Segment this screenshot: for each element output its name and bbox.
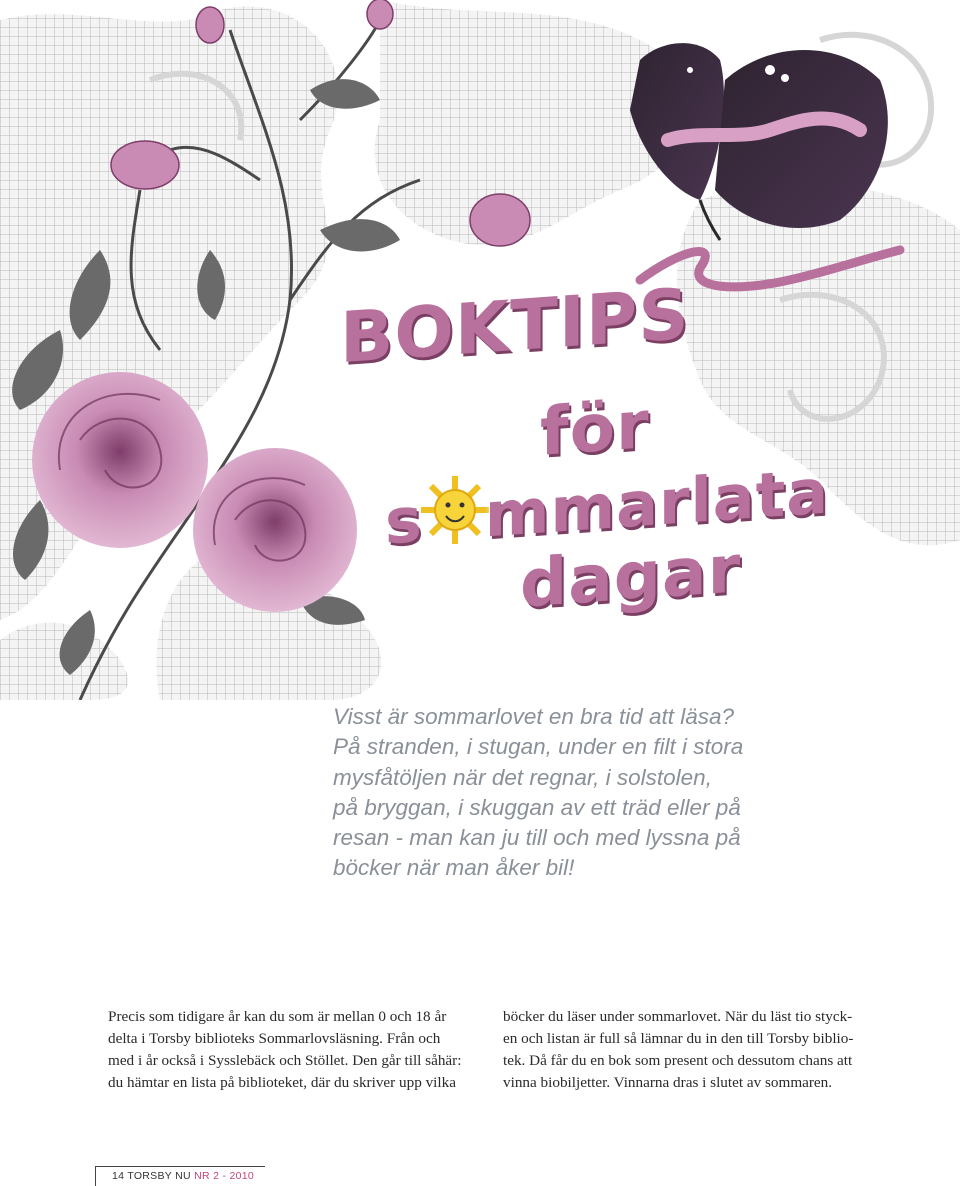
- body-line: Precis som tidigare år kan du som är mellan 0 och 18 år: [108, 1008, 447, 1025]
- title-for: för: [540, 386, 650, 471]
- body-column-right: [503, 1006, 883, 1094]
- intro-line: på bryggan, i skuggan av ett träd eller på: [333, 794, 741, 820]
- body-line: vinna biobiljetter. Vinnarna dras i slutet av sommaren.: [503, 1074, 833, 1091]
- body-line: delta i Torsby biblioteks Sommarlovsläsning. Från och: [108, 1030, 441, 1047]
- intro-line: mysfåtöljen när det regnar, i solstolen,: [333, 764, 712, 790]
- issue-label: NR 2 - 2010: [194, 1170, 255, 1182]
- intro-line: På stranden, i stugan, under en filt i stora: [333, 734, 744, 760]
- title-sommarlata-s: s: [385, 482, 423, 559]
- title-boktips: BOKTIPS: [340, 272, 690, 380]
- magazine-name: TORSBY NU: [127, 1170, 191, 1182]
- intro-line: böcker när man åker bil!: [333, 855, 575, 881]
- intro-paragraph: [333, 702, 853, 884]
- body-line: med i år också i Sysslebäck och Stöllet. Den går till såhär:: [108, 1052, 462, 1069]
- intro-line: Visst är sommarlovet en bra tid att läsa?: [333, 704, 735, 729]
- page-number: 14: [112, 1170, 125, 1182]
- body-line: en och listan är full så lämnar du in den till Torsby biblio-: [503, 1030, 854, 1047]
- title-sommarlata-rest: mmarlata: [484, 454, 830, 552]
- intro-line: resan - man kan ju till och med lyssna på: [333, 825, 741, 851]
- body-line: du hämtar en lista på biblioteket, där du skriver upp vilka: [108, 1074, 456, 1091]
- body-line: böcker du läser under sommarlovet. När du läst tio styck-: [503, 1008, 853, 1025]
- page-footer: [95, 1166, 265, 1186]
- butterfly-illustration: [630, 43, 888, 240]
- body-column-left: [108, 1006, 488, 1094]
- title-sun-gap: [423, 537, 485, 541]
- title-dagar: dagar: [520, 530, 742, 623]
- body-line: tek. Då får du en bok som present och dessutom chans att: [503, 1052, 853, 1069]
